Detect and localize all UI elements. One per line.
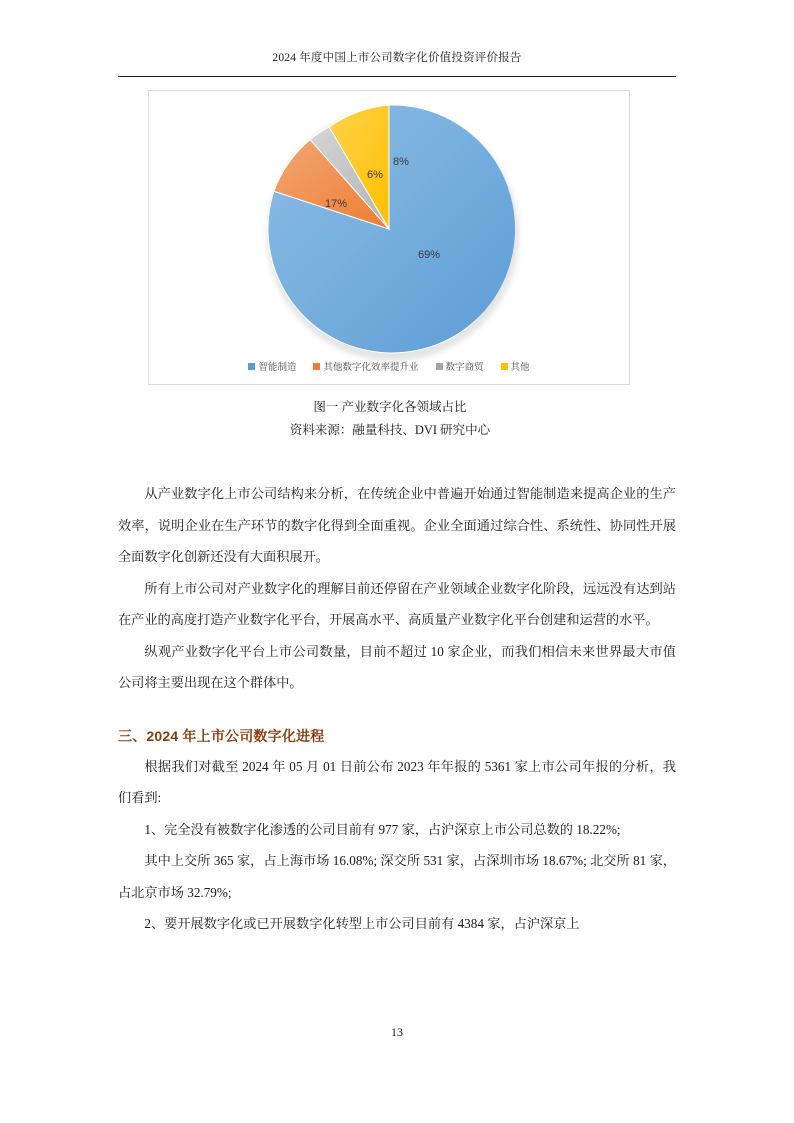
pie-slice-intelligent-manufacturing [268, 105, 515, 353]
legend-label: 数字商贸 [445, 362, 484, 373]
paragraph-3: 纵观产业数字化平台上市公司数量，目前不超过 10 家企业，而我们相信未来世界最大市值公司将主要出现在这个群体中。 [118, 643, 676, 690]
legend-item-others [501, 359, 530, 373]
figure-caption: 图一 产业数字化各领域占比 [313, 400, 467, 414]
figure-source: 资料来源：融量科技、DVI 研究中心 [289, 423, 491, 437]
header-divider [118, 76, 676, 77]
legend-swatch-icon [248, 363, 255, 370]
running-header [118, 50, 676, 66]
paragraph-1: 从产业数字化上市公司结构来分析，在传统企业中普遍开始通过智能制造来提高企业的生产效率，说明企业在生产环节的数字化得到全面重视。企业全面通过综合性、系统性、协同性开展全面数字化创新还没有大面积展开。 [118, 486, 676, 564]
body-content [118, 478, 676, 940]
exchange-breakdown: 其中上交所 365 家，占上海市场 16.08%; 深交所 531 家，占深圳市场 18.67%; 北交所 81 家，占北京市场 32.79%; [118, 853, 676, 900]
chart-legend [149, 359, 629, 373]
legend-label: 其他数字化效率提升业 [323, 362, 419, 373]
page-number: 13 [391, 1025, 403, 1039]
legend-label: 其他 [510, 362, 530, 373]
legend-item-intelligent-manufacturing [248, 359, 296, 373]
paragraph-2: 所有上市公司对产业数字化的理解目前还停留在产业领域企业数字化阶段，远远没有达到站在产业的高度打造产业数字化平台，开展高水平、高质量产业数字化平台创建和运营的水平。 [118, 580, 676, 627]
legend-item-other-efficiency [313, 359, 418, 373]
pie-chart [148, 90, 630, 385]
pie-chart-area [263, 103, 515, 355]
legend-label: 智能制造 [258, 362, 297, 373]
list-item-2: 2、要开展数字化或已开展数字化转型上市公司目前有 4384 家，占沪深京上 [144, 916, 580, 931]
pie-label-digital-commerce: 6% [367, 169, 383, 181]
legend-swatch-icon [501, 363, 508, 370]
legend-swatch-icon [436, 363, 443, 370]
pie-slices [263, 103, 515, 355]
legend-item-digital-commerce [436, 359, 484, 373]
pie-label-others: 8% [393, 156, 409, 168]
section-heading-3: 三、2024 年上市公司数字化进程 [118, 727, 325, 744]
pie-label-intelligent-manufacturing: 69% [418, 249, 441, 261]
figure-block [148, 90, 632, 442]
legend-swatch-icon [313, 363, 320, 370]
list-item-1: 1、完全没有被数字化渗透的公司目前有 977 家，占沪深京上市公司总数的 18.22%; [144, 821, 621, 837]
header-title: 2024 年度中国上市公司数字化价值投资评价报告 [272, 52, 522, 64]
paragraph-4: 根据我们对截至 2024 年 05 月 01 日前公布 2023 年年报的 5361 家上市公司年报的分析，我们看到: [118, 758, 676, 805]
pie-label-other-efficiency: 17% [325, 198, 348, 210]
pie-svg [263, 103, 515, 355]
